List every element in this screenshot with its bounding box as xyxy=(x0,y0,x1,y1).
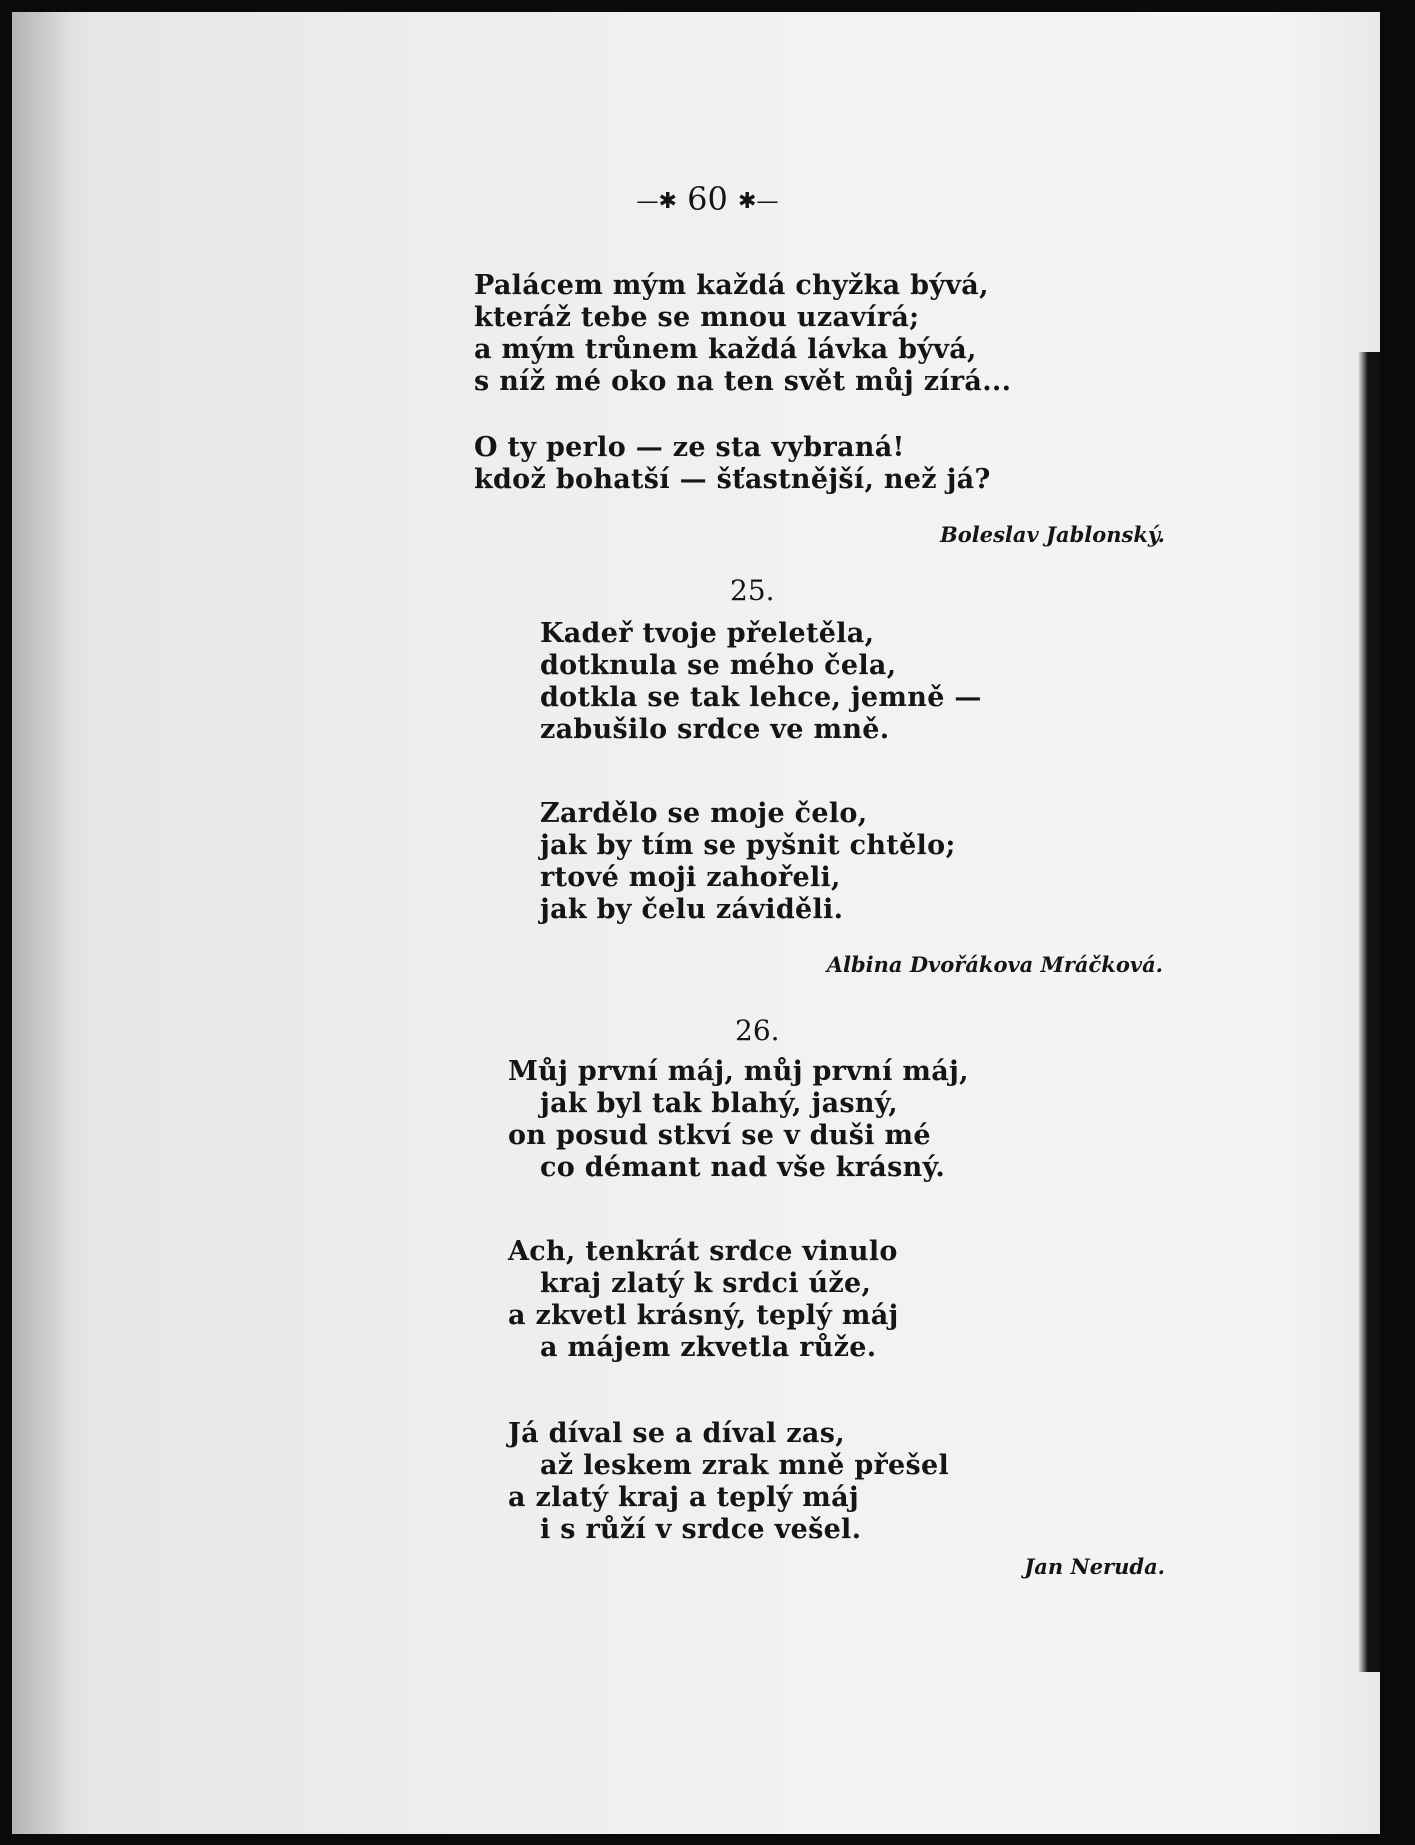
verse-line: a mým trůnem každá lávka bývá, xyxy=(474,334,977,365)
verse-line: O ty perlo — ze sta vybraná! xyxy=(474,432,905,463)
binding-edge xyxy=(1358,352,1380,1672)
verse-line: Zardělo se moje čelo, xyxy=(540,798,868,829)
ornament-right: ✱— xyxy=(738,189,779,214)
verse-line: Ach, tenkrát srdce vinulo xyxy=(508,1236,898,1267)
verse-line: kraj zlatý k srdci úže, xyxy=(540,1268,872,1299)
verse-line: rtové moji zahořeli, xyxy=(540,862,841,893)
verse-line: a zlatý kraj a teplý máj xyxy=(508,1482,859,1513)
verse-line: dotknula se mého čela, xyxy=(540,650,897,681)
verse-line: a zkvetl krásný, teplý máj xyxy=(508,1300,899,1331)
verse-line: i s růží v srdce vešel. xyxy=(540,1514,862,1545)
author-signature: Albina Dvořákova Mráčková. xyxy=(826,952,1163,977)
author-signature: Jan Neruda. xyxy=(1024,1554,1165,1579)
verse-line: on posud stkví se v duši mé xyxy=(508,1120,931,1151)
author-signature: Boleslav Jablonský. xyxy=(940,522,1165,547)
verse-line: až leskem zrak mně přešel xyxy=(540,1450,950,1481)
page-number: 60 xyxy=(687,180,728,218)
verse-line: s níž mé oko na ten svět můj zírá... xyxy=(474,366,1012,397)
ornament-left: —✱ xyxy=(636,189,677,214)
verse-line: jak by čelu záviděli. xyxy=(540,894,844,925)
verse-line: dotkla se tak lehce, jemně — xyxy=(540,682,982,713)
verse-line: kteráž tebe se mnou uzavírá; xyxy=(474,302,920,333)
verse-line: jak by tím se pyšnit chtělo; xyxy=(540,830,956,861)
verse-line: Můj první máj, můj první máj, xyxy=(508,1056,969,1087)
verse-line: jak byl tak blahý, jasný, xyxy=(540,1088,898,1119)
verse-line: Palácem mým každá chyžka bývá, xyxy=(474,270,989,301)
poem-number: 26. xyxy=(735,1014,780,1047)
verse-line: Kadeř tvoje přeletěla, xyxy=(540,618,875,649)
page-header xyxy=(0,180,1415,218)
verse-line: Já díval se a díval zas, xyxy=(508,1418,845,1449)
verse-line: kdož bohatší — šťastnější, než já? xyxy=(474,464,991,495)
verse-line: zabušilo srdce ve mně. xyxy=(540,714,890,745)
page-edge-shadow xyxy=(12,12,72,1834)
verse-line: a májem zkvetla růže. xyxy=(540,1332,877,1363)
poem-number: 25. xyxy=(730,574,775,607)
verse-line: co démant nad vše krásný. xyxy=(540,1152,946,1183)
